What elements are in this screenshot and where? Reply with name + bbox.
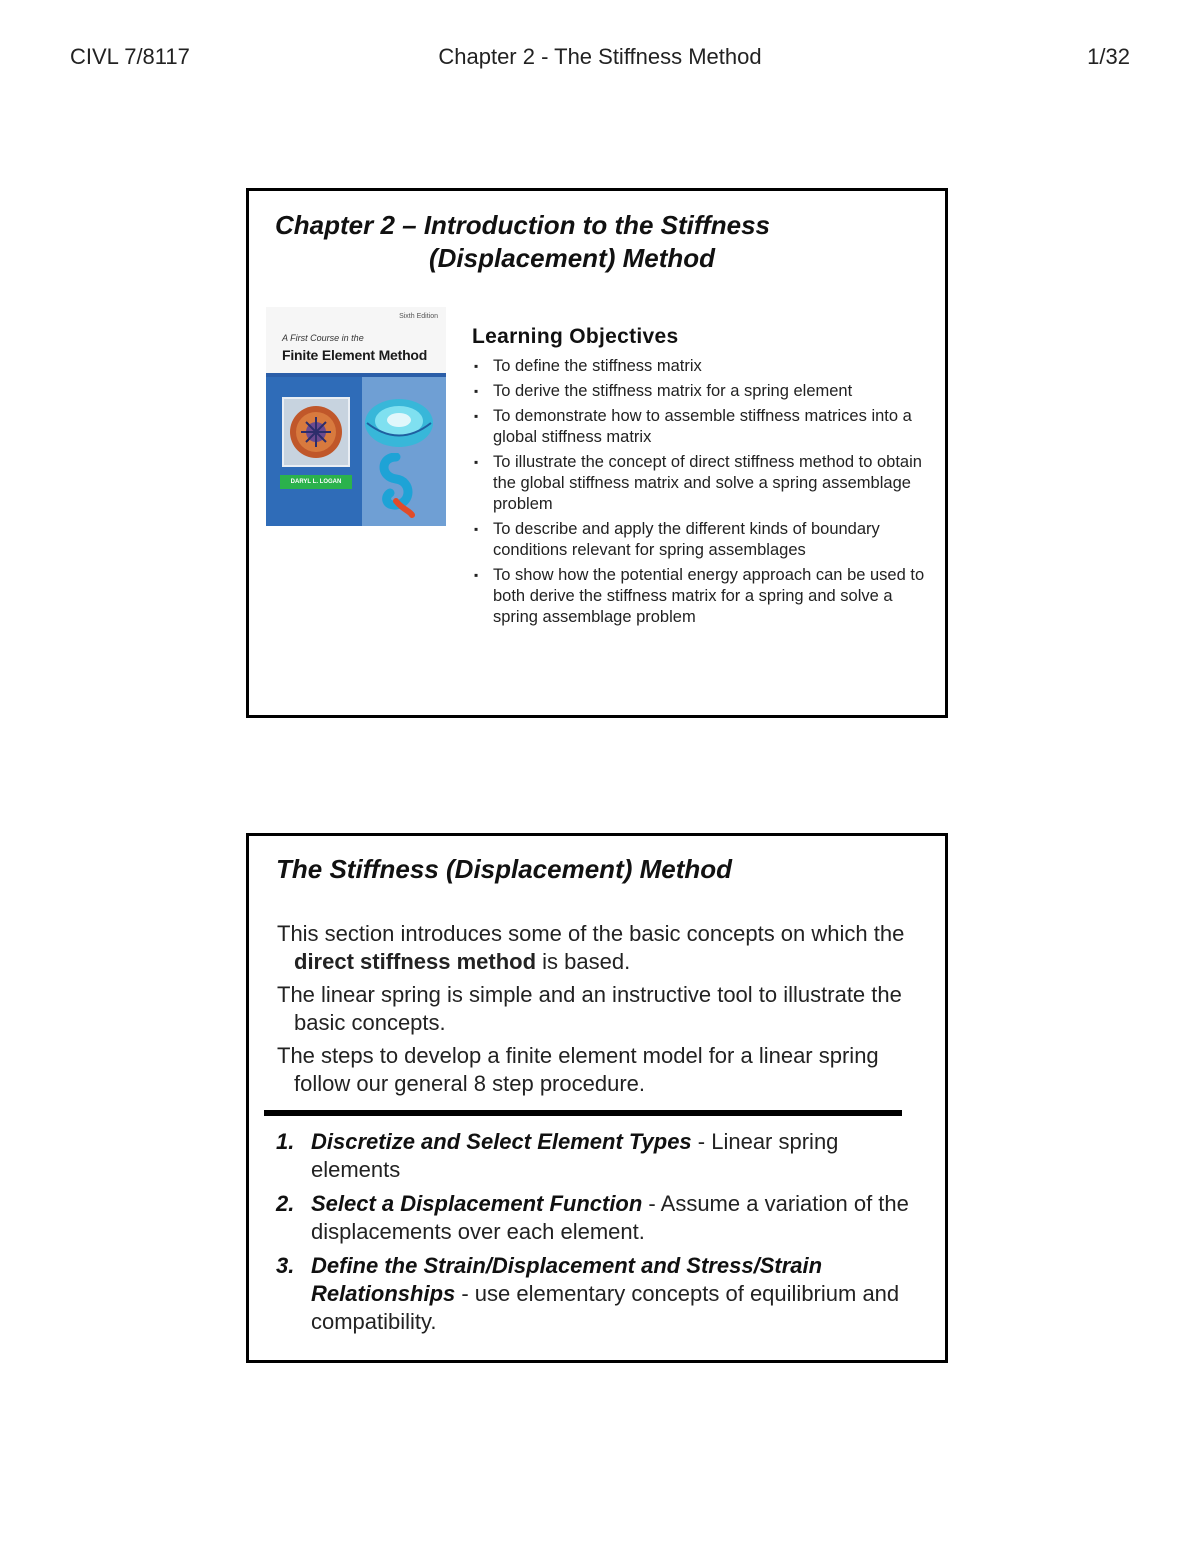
book-cover-header — [266, 307, 446, 377]
divider — [264, 1110, 902, 1116]
bullet-icon: ▪ — [474, 409, 479, 423]
step-title: Define the Strain/Displacement and Stress/Strain Relationships — [311, 1253, 823, 1306]
objective-text: To show how the potential energy approach can be used to both derive the stiffness matrix for a spring and solve a spring assemblage problem — [493, 566, 925, 626]
spring-paragraph: The linear spring is simple and an instructive tool to illustrate the basic concepts. — [277, 982, 902, 1035]
objective-text: To derive the stiffness matrix for a spring element — [493, 382, 853, 400]
objective-text: To demonstrate how to assemble stiffness matrices into a global stiffness matrix — [493, 407, 912, 446]
list-item — [472, 565, 942, 628]
list-item — [276, 1128, 926, 1184]
slide-2 — [246, 833, 948, 1363]
fea-mesh-image — [362, 393, 436, 453]
chapter-title: Chapter 2 - The Stiffness Method — [438, 44, 762, 69]
slide-1-title-line-1: Chapter 2 – Introduction to the Stiffness — [275, 210, 771, 240]
list-item — [472, 519, 942, 561]
course-code: CIVL 7/8117 — [70, 44, 190, 69]
hook-model-image — [376, 453, 416, 519]
slide-2-title: The Stiffness (Displacement) Method — [276, 854, 733, 884]
bullet-icon: ▪ — [474, 522, 479, 536]
objectives-heading: Learning Objectives — [472, 325, 679, 348]
book-cover-author: DARYL L. LOGAN — [280, 475, 352, 489]
list-item — [276, 1190, 926, 1246]
bullet-icon: ▪ — [474, 455, 479, 469]
bullet-icon: ▪ — [474, 359, 479, 373]
list-item — [472, 406, 942, 448]
bullet-icon: ▪ — [474, 568, 479, 582]
page-number: 1/32 — [1087, 44, 1130, 69]
step-title: Select a Displacement Function — [311, 1191, 643, 1216]
objective-text: To illustrate the concept of direct stiffness method to obtain the global stiffness matrix and solve a spring assemblage problem — [493, 453, 922, 513]
book-cover-image — [266, 307, 446, 526]
list-item — [472, 356, 942, 377]
intro-text-start: This section introduces some of the basic concepts on which the — [277, 921, 905, 946]
book-cover-edition: Sixth Edition — [399, 313, 438, 320]
list-item — [472, 381, 942, 402]
slide-1-title-line-2: (Displacement) Method — [429, 243, 716, 273]
slide-2-body — [277, 920, 932, 1103]
book-cover-title: Finite Element Method — [282, 347, 428, 363]
bullet-icon: ▪ — [474, 384, 479, 398]
slide-1 — [246, 188, 948, 718]
gear-model-image — [282, 397, 350, 467]
step-description: - use elementary concepts of equilibrium and compatibility. — [311, 1281, 900, 1334]
objectives-list — [472, 356, 942, 632]
intro-bold-term: direct stiffness method — [294, 949, 537, 974]
steps-list — [276, 1128, 926, 1342]
objective-text: To describe and apply the different kinds of boundary conditions relevant for spring assemblages — [493, 520, 880, 559]
steps-paragraph: The steps to develop a finite element model for a linear spring follow our general 8 step procedure. — [277, 1043, 879, 1096]
step-title: Discretize and Select Element Types — [311, 1129, 692, 1154]
list-item — [276, 1252, 926, 1336]
step-description: - Assume a variation of the displacements over each element. — [311, 1191, 909, 1244]
objective-text: To define the stiffness matrix — [493, 357, 702, 375]
intro-paragraph — [277, 920, 932, 976]
step-number: 2. — [276, 1191, 295, 1216]
list-item — [472, 452, 942, 515]
step-number: 3. — [276, 1253, 295, 1278]
step-description: - Linear spring elements — [311, 1129, 839, 1182]
book-cover-subtitle: A First Course in the — [282, 333, 364, 343]
step-number: 1. — [276, 1129, 295, 1154]
slide-1-title — [275, 209, 925, 275]
intro-text-end: is based. — [536, 949, 631, 974]
